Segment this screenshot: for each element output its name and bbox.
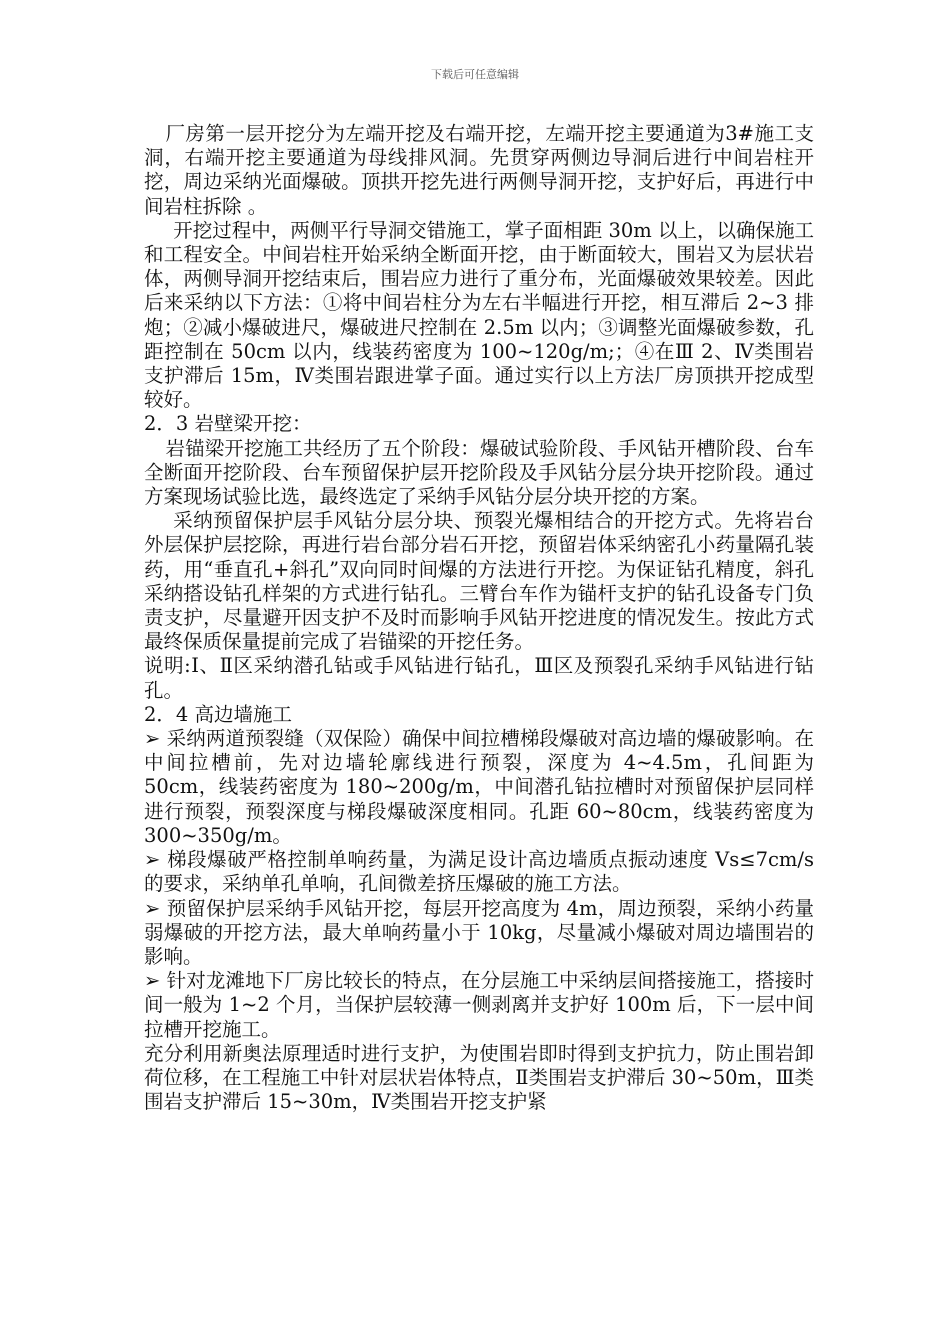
paragraph-support-timing: 充分利用新奥法原理适时进行支护，为使围岩即时得到支护抗力，防止围岩卸荷位移，在工程施工中针对层状岩体特点，Ⅱ类围岩支护滞后 30~50m，Ⅲ类围岩支护滞后 15~30m，Ⅳ类围岩开挖支护紧 [144, 1041, 814, 1114]
paragraph-excavation-process: 开挖过程中，两侧平行导洞交错施工，掌子面相距 30m 以上，以确保施工和工程安全。中间岩柱开始采纳全断面开挖，由于断面较大，围岩又为层状岩体，两侧导洞开挖结束后，围岩应力进行了重分布，光面爆破效果较差。因此后来采纳以下方法：①将中间岩柱分为左右半幅进行开挖，相互滞后 2~3 排炮；②减小爆破进尺，爆破进尺控制在 2.5m 以内；③调整光面爆破参数，孔距控制在 50cm 以内，线装药密度为 100~120g/m;；④在Ⅲ 2、Ⅳ类围岩支护滞后 15m，Ⅳ类围岩跟进掌子面。通过实行以上方法厂房顶拱开挖成型较好。 [144, 218, 814, 412]
section-heading-high-wall: 2．4 高边墙施工 [144, 702, 293, 726]
bullet-layer-overlap: ➢ 针对龙滩地下厂房比较长的特点，在分层施工中采纳层间搭接施工，搭接时间一般为 1~2 个月，当保护层较薄一侧剥离并支护好 100m 后，下一层中间拉槽开挖施工。 [144, 969, 814, 1041]
document-body [144, 122, 814, 1114]
page-header: 下载后可任意编辑 [431, 68, 519, 81]
bullet-protection-layer: ➢ 预留保护层采纳手风钻开挖，每层开挖高度为 4m，周边预裂，采纳小药量弱爆破的开挖方法，最大单响药量小于 10kg，尽量减小爆破对周边墙围岩的影响。 [144, 896, 814, 968]
paragraph-note: 说明:Ⅰ、Ⅱ区采纳潜孔钻或手风钻进行钻孔，Ⅲ区及预裂孔采纳手风钻进行钻孔。 [144, 654, 814, 702]
paragraph-excavation-method: 采纳预留保护层手风钻分层分块、预裂光爆相结合的开挖方式。先将岩台外层保护层挖除，再进行岩台部分岩石开挖，预留岩体采纳密孔小药量隔孔装药，用“垂直孔+斜孔”双向同时间爆的方法进行开挖。为保证钻孔精度，斜孔采纳搭设钻孔样架的方式进行钻孔。三臂台车作为锚杆支护的钻孔设备专门负责支护，尽量避开因支护不及时而影响手风钻开挖进度的情况发生。按此方式最终保质保量提前完成了岩锚梁的开挖任务。 [144, 509, 814, 654]
section-heading-rock-beam: 2．3 岩壁梁开挖： [144, 412, 312, 436]
paragraph-rock-anchor-beam-stages: 岩锚梁开挖施工共经历了五个阶段：爆破试验阶段、手风钻开槽阶段、台车全断面开挖阶段、台车预留保护层开挖阶段及手风钻分层分块开挖阶段。通过方案现场试验比选，最终选定了采纳手风钻分层分块开挖的方案。 [144, 436, 814, 509]
bullet-presplit-cracks: ➢ 采纳两道预裂缝（双保险）确保中间拉槽梯段爆破对高边墙的爆破影响。在中间拉槽前，先对边墙轮廓线进行预裂，深度为 4~4.5m，孔间距为 50cm，线装药密度为 180~200g/m，中间潜孔钻拉槽时对预留保护层同样进行预裂，预裂深度与梯段爆破深度相同。孔距 60~80cm，线装药密度为 300~350g/m。 [144, 727, 814, 847]
bullet-bench-blasting: ➢ 梯段爆破严格控制单响药量，为满足设计高边墙质点振动速度 Vs≤7cm/s 的要求，采纳单孔单响，孔间微差挤压爆破的施工方法。 [144, 848, 814, 896]
paragraph-first-layer-excavation: 厂房第一层开挖分为左端开挖及右端开挖，左端开挖主要通道为3#施工支洞，右端开挖主要通道为母线排风洞。先贯穿两侧边导洞后进行中间岩柱开挖，周边采纳光面爆破。顶拱开挖先进行两侧导洞开挖，支护好后，再进行中间岩柱拆除 。 [144, 122, 814, 218]
